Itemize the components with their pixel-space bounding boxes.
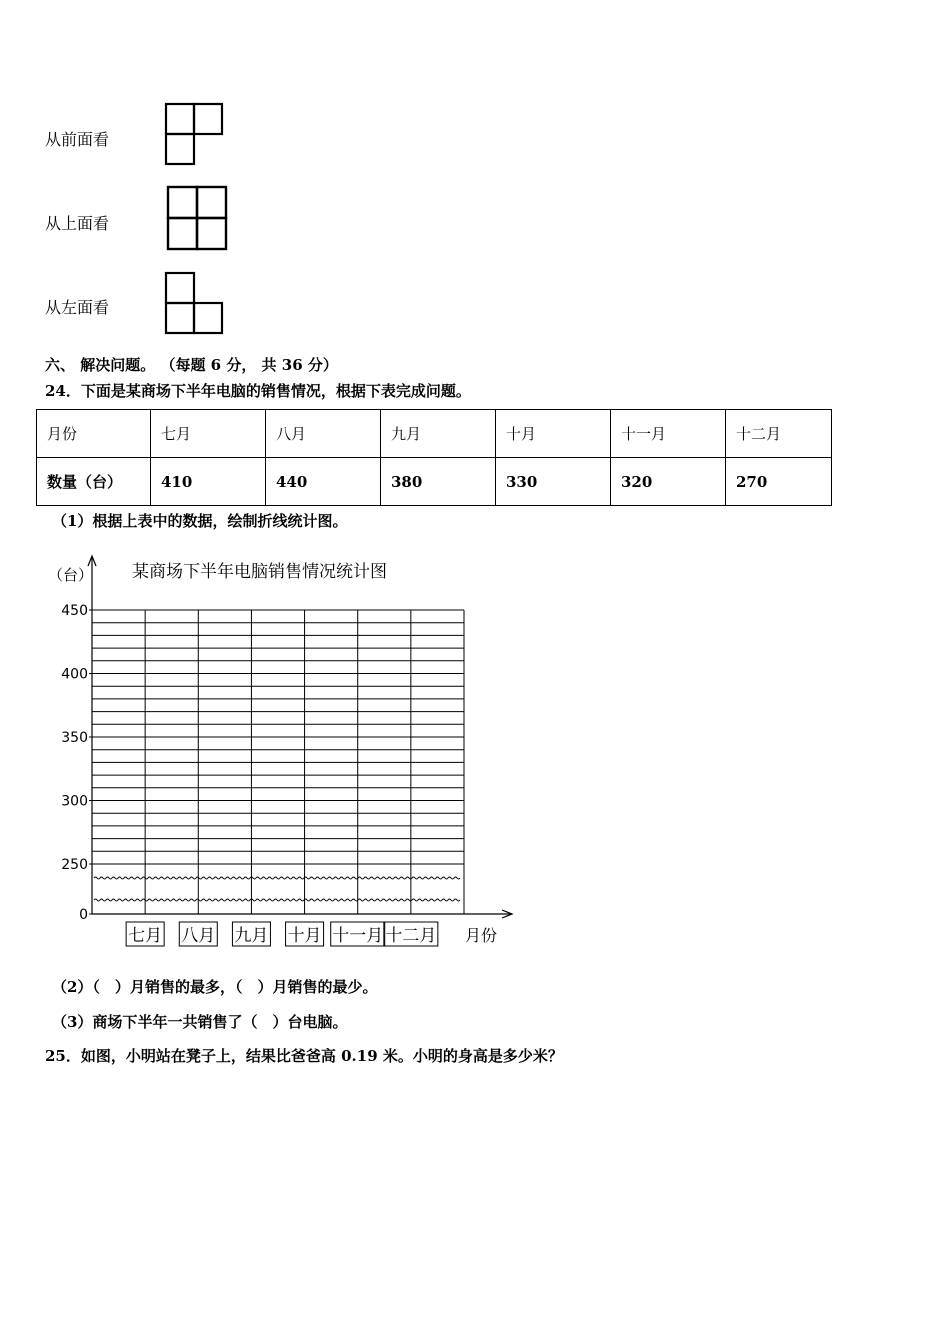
front-view-grid-icon: [163, 101, 225, 167]
table-cell: 380: [381, 458, 496, 506]
x-category-label: 九月: [234, 926, 269, 946]
question-25-prompt: 25．如图，小明站在凳子上，结果比爸爸高 0.19 米。小明的身高是多少米？: [45, 1047, 563, 1065]
table-cell: 410: [151, 458, 266, 506]
view-label-top: 从上面看: [45, 214, 110, 233]
y-tick-label: 250: [61, 857, 88, 873]
x-category-label: 十月: [287, 926, 322, 946]
table-cell: 270: [726, 458, 832, 506]
view-label-front: 从前面看: [45, 130, 110, 149]
table-cell: 十二月: [726, 410, 832, 458]
question-24-sub1: （1）根据上表中的数据，绘制折线统计图。: [52, 512, 348, 530]
y-tick-label: 400: [61, 666, 88, 683]
chart-canvas: [40, 550, 520, 950]
x-axis-label: 月份: [465, 926, 498, 945]
table-cell: 十月: [496, 410, 611, 458]
table-cell: 八月: [266, 410, 381, 458]
question-24-prompt: 24．下面是某商场下半年电脑的销售情况，根据下表完成问题。: [45, 382, 471, 400]
axis-break-wave: [94, 899, 460, 901]
table-cell: 十一月: [611, 410, 726, 458]
sales-table: [36, 409, 832, 506]
view-label-left: 从左面看: [45, 298, 110, 317]
table-cell: 320: [611, 458, 726, 506]
line-chart: [40, 550, 520, 950]
left-view-grid-icon: [163, 270, 225, 336]
question-24-sub2: （2）（ ）月销售的最多，（ ）月销售的最少。: [52, 978, 378, 996]
y-tick-label: 0: [79, 907, 88, 923]
x-category-label: 七月: [128, 926, 163, 946]
chart-title: 某商场下半年电脑销售情况统计图: [132, 562, 387, 582]
section-heading: 六、 解决问题。 （每题 6 分， 共 36 分）: [45, 356, 338, 374]
y-tick-label: 350: [61, 730, 88, 746]
x-category-label: 十二月: [385, 926, 437, 946]
top-view-grid-icon: [165, 184, 229, 252]
x-category-label: 十一月: [332, 926, 384, 946]
table-cell: 九月: [381, 410, 496, 458]
table-cell: 月份: [37, 410, 151, 458]
axis-break-wave: [94, 877, 460, 879]
question-24-sub3: （3）商场下半年一共销售了（ ）台电脑。: [52, 1013, 348, 1031]
table-data-row: [37, 458, 832, 506]
table-cell: 七月: [151, 410, 266, 458]
y-tick-label: 450: [61, 603, 88, 619]
x-category-label: 八月: [181, 926, 216, 946]
y-tick-label: 300: [61, 793, 88, 810]
table-header-row: [37, 410, 832, 458]
y-axis-label: （台）: [48, 566, 94, 584]
table-cell: 数量（台）: [37, 458, 151, 506]
table-cell: 330: [496, 458, 611, 506]
table-cell: 440: [266, 458, 381, 506]
